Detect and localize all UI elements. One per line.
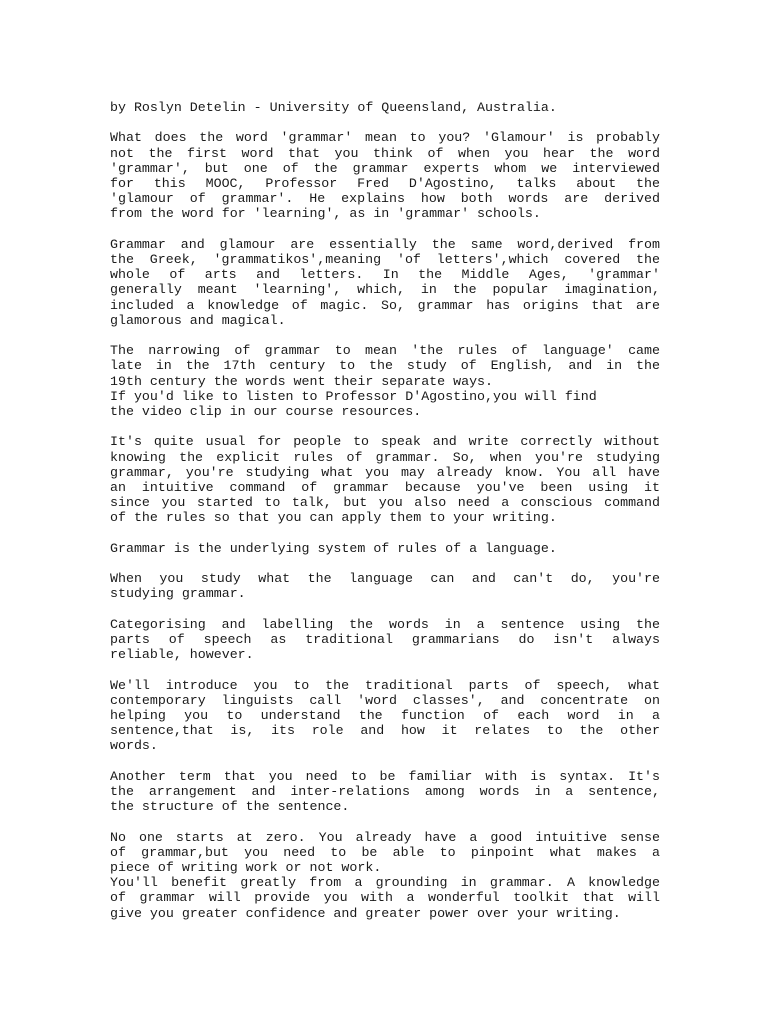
article-body xyxy=(110,130,660,920)
paragraph xyxy=(110,769,660,815)
text-line: late in the 17th century to the study of English, and in the xyxy=(110,358,660,374)
text-line: 'grammar', but one of the grammar experts whom we interviewed xyxy=(110,160,660,176)
text-line: studying grammar. xyxy=(110,586,246,602)
paragraph xyxy=(110,678,660,754)
text-line: included a knowledge of magic. So, grammar has origins that are xyxy=(110,297,660,313)
text-line: words. xyxy=(110,738,158,754)
text-line: an intuitive command of grammar because you've been using it xyxy=(110,480,660,496)
text-line: You'll benefit greatly from a grounding in grammar. A knowledge xyxy=(110,875,660,891)
text-line: 'glamour of grammar'. He explains how both words are derived xyxy=(110,191,660,207)
text-line: What does the word 'grammar' mean to you? 'Glamour' is probably xyxy=(110,130,660,146)
text-line: since you started to talk, but you also need a conscious command xyxy=(110,495,660,511)
paragraph xyxy=(110,571,660,601)
paragraph xyxy=(110,237,660,328)
paragraph xyxy=(110,130,660,221)
text-line: glamorous and magical. xyxy=(110,312,286,328)
text-line: Another term that you need to be familiar with is syntax. It's xyxy=(110,768,660,784)
paragraph xyxy=(110,830,660,921)
byline xyxy=(110,100,660,115)
text-line: parts of speech as traditional grammarians do isn't always xyxy=(110,632,660,647)
text-line: 19th century the words went their separate ways. xyxy=(110,373,494,389)
text-line: When you study what the language can and can't do, you're xyxy=(110,571,660,587)
text-line: If you'd like to listen to Professor D'Agostino,you will find xyxy=(110,388,597,404)
text-line: of the rules so that you can apply them to your writing. xyxy=(110,510,557,526)
text-line: No one starts at zero. You already have a good intuitive sense xyxy=(110,829,660,845)
byline-text: by Roslyn Detelin - University of Queensland, Australia. xyxy=(110,100,557,115)
text-line: piece of writing work or not work. xyxy=(110,860,382,875)
text-line: for this MOOC, Professor Fred D'Agostino, talks about the xyxy=(110,176,660,191)
paragraph xyxy=(110,434,660,525)
text-line: Grammar is the underlying system of rules of a language. xyxy=(110,540,557,556)
text-line: The narrowing of grammar to mean 'the rules of language' came xyxy=(110,343,660,359)
text-line: the structure of the sentence. xyxy=(110,799,350,815)
text-line: knowing the explicit rules of grammar. So, when you're studying xyxy=(110,449,660,465)
text-line: generally meant 'learning', which, in the popular imagination, xyxy=(110,282,660,298)
text-line: whole of arts and letters. In the Middle Ages, 'grammar' xyxy=(110,267,660,283)
text-line: the video clip in our course resources. xyxy=(110,404,422,420)
text-line: Grammar and glamour are essentially the same word,derived from xyxy=(110,236,660,252)
text-line: helping you to understand the function of each word in a xyxy=(110,708,660,723)
text-line: contemporary linguists call 'word classes', and concentrate on xyxy=(110,692,660,708)
paragraph xyxy=(110,541,660,556)
text-line: sentence,that is, its role and how it relates to the other xyxy=(110,723,660,739)
text-line: We'll introduce you to the traditional parts of speech, what xyxy=(110,677,660,693)
text-line: of grammar will provide you with a wonderful toolkit that will xyxy=(110,890,660,906)
text-line: reliable, however. xyxy=(110,647,254,663)
text-line: from the word for 'learning', as in 'grammar' schools. xyxy=(110,206,541,222)
document-page xyxy=(110,100,660,936)
text-line: the Greek, 'grammatikos',meaning 'of letters',which covered the xyxy=(110,252,660,267)
text-line: grammar, you're studying what you may already know. You all have xyxy=(110,464,660,480)
text-line: the arrangement and inter-relations among words in a sentence, xyxy=(110,784,660,799)
paragraph xyxy=(110,343,660,419)
text-line: Categorising and labelling the words in a sentence using the xyxy=(110,616,660,632)
text-line: give you greater confidence and greater power over your writing. xyxy=(110,905,621,921)
paragraph xyxy=(110,617,660,663)
text-line: not the first word that you think of when you hear the word xyxy=(110,145,660,161)
text-line: of grammar,but you need to be able to pinpoint what makes a xyxy=(110,844,660,860)
text-line: It's quite usual for people to speak and write correctly without xyxy=(110,434,660,450)
